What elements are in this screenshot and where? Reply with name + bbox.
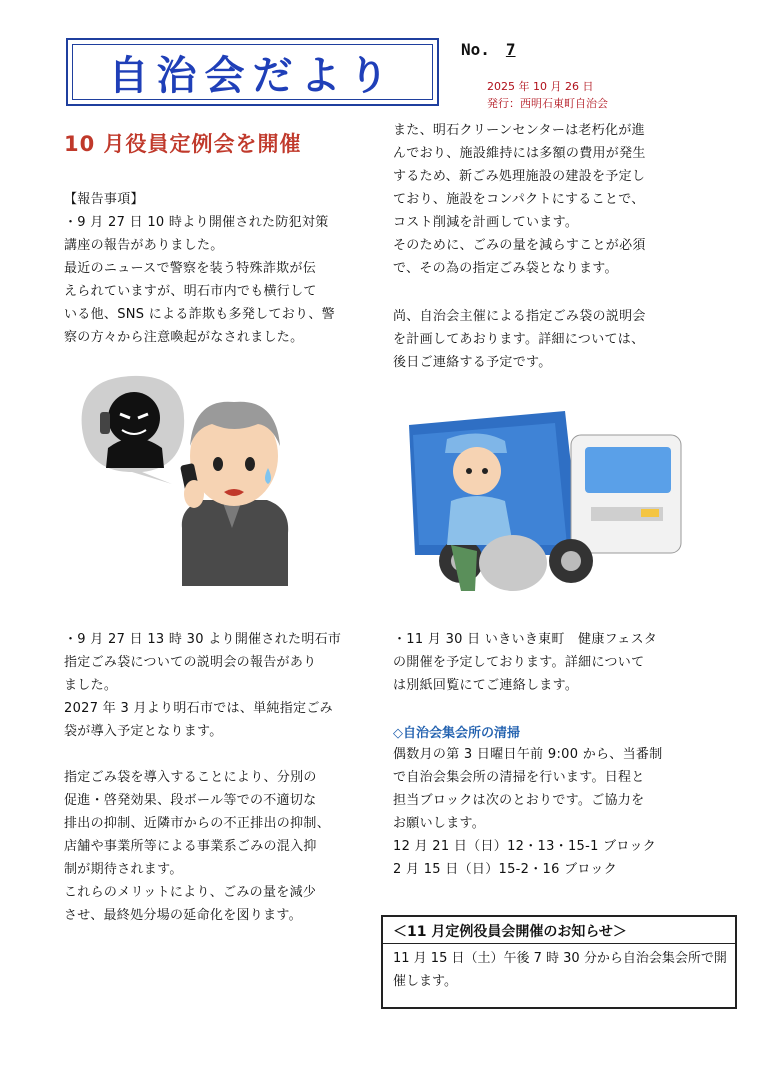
notice-divider <box>383 943 735 944</box>
report-item-crime: ・9 月 27 日 10 時より開催された防犯対策 講座の報告がありました。 最近のニュースで警察を装う特殊詐欺が伝 えられていますが、明石市内でも横行して いる他、SNS による詐欺も多発しており、警 察の方々から注意喚起がなされました。 <box>64 215 335 345</box>
cleaning-schedule: 偶数月の第 3 日曜日午前 9:00 から、当番制 で自治会集会所の清掃を行います。日程と 担当ブロックは次のとおりです。ご協力を お願いします。 12 月 21 日（日）12・13・15-1 ブロック 2 月 15 日（日）15-2・16 ブロック <box>393 747 663 877</box>
elderly-man-icon <box>180 402 288 586</box>
briefing-plan-paragraph: 尚、自治会主催による指定ごみ袋の説明会 を計画してあおります。詳細については、 後日ご連絡する予定です。 <box>393 309 646 370</box>
garbage-benefits: 指定ごみ袋を導入することにより、分別の 促進・啓発効果、段ボール等での不適切な 排出の抑制、近隣市からの不正排出の抑制、 店舗や事業所等による事業系ごみの混入抑 制が期待されます。 これらのメリットにより、ごみの量を減少 させ、最終処分場の延命化を図ります。 <box>64 770 331 923</box>
cleancenter-paragraph: また、明石クリーンセンターは老朽化が進 んでおり、施設維持には多額の費用が発生 するため、新ごみ処理施設の建設を予定し ており、施設をコンパクトにすることで、 コスト削減を計画しています。 そのために、ごみの量を減らすことが必須 で、その為の指定ごみ袋となります。 <box>393 123 646 276</box>
notice-title: ＜11 月定例役員会開催のお知らせ＞ <box>393 924 627 940</box>
masthead <box>66 38 439 106</box>
meeting-notice-box <box>381 915 737 1009</box>
cleaning-heading: ◇自治会集会所の清掃 <box>393 726 520 741</box>
page-headline: 10 月役員定例会を開催 <box>64 132 302 156</box>
masthead-title: 自治会だより <box>108 52 397 99</box>
health-festa-notice: ・11 月 30 日 いきいき東町 健康フェスタ の開催を予定しております。詳細について は別紙回覧にてご連絡します。 <box>393 632 658 693</box>
issue-label: No. <box>461 40 490 59</box>
issue-number <box>461 40 516 59</box>
fraud-call-illustration <box>72 368 302 588</box>
report-item-garbage: ・9 月 27 日 13 時 30 より開催された明石市 指定ごみ袋についての説明会の報告があり ました。 2027 年 3 月より明石市では、単純指定ごみ 袋が導入予定となります。 <box>64 632 342 739</box>
masthead-frame <box>72 44 433 100</box>
publisher: 発行：西明石東町自治会 <box>487 97 608 110</box>
issue-date: 2025 年 10 月 26 日 <box>487 80 594 93</box>
report-heading: 【報告事項】 <box>64 192 144 207</box>
issue-value: 7 <box>505 40 516 59</box>
notice-body: 11 月 15 日（土）午後 7 時 30 分から自治会集会所で開 催します。 <box>393 951 727 989</box>
scammer-bubble-icon <box>82 376 185 484</box>
garbage-truck-illustration <box>395 405 695 600</box>
